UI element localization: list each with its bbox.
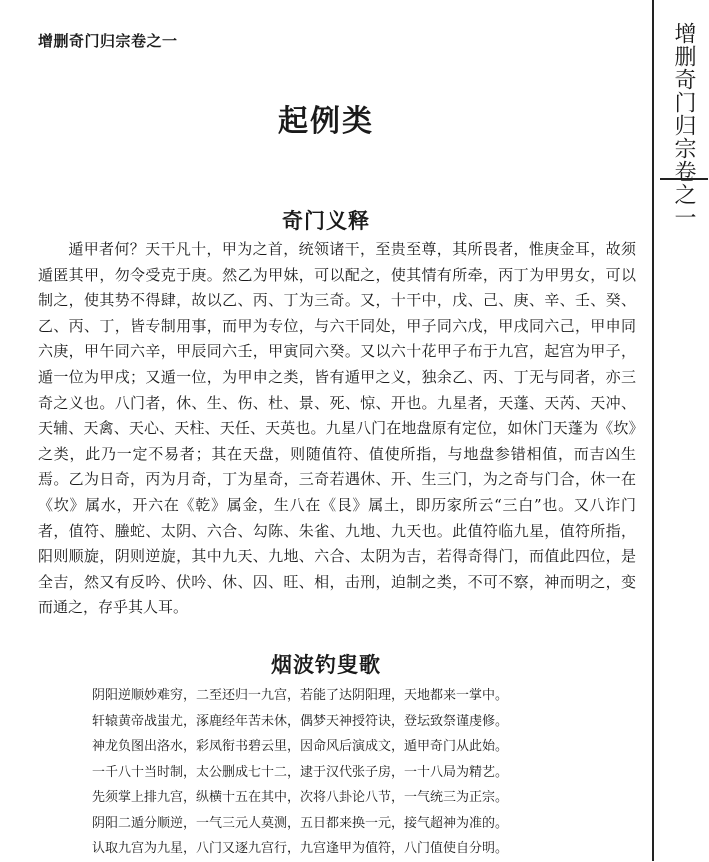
verse-line: 先须掌上排九宫，纵横十五在其中，次将八卦论八节，一气统三为正宗。	[92, 790, 509, 805]
prose-text: 遁甲者何？天干凡十，甲为之首，统领诸干，至贵至尊，其所畏者，惟庚金耳，故须遁匿其甲，勿令受克于庚。然乙为甲妹，可以配之，使其情有所牵，丙丁为甲男女，可以制之，使其势不得肆，故以乙、丙、丁为三奇。又，十干中，戊、己、庚、辛、壬、癸、乙、丙、丁，皆专制用事，而甲为专位，与六干同处，甲子同六戊，甲戌同六己，甲申同六庚，甲午同六辛，甲辰同六壬，甲寅同六癸。又以六十花甲子布于九宫，起宫为甲子，遁一位为甲戌；又遁一位，为甲申之类，皆有遁甲之义，独余乙、丙、丁无与同者，亦三奇之义也。八门者，休、生、伤、杜、景、死、惊、开也。九星者，天蓬、天芮、天冲、天辅、天禽、天心、天柱、天任、天英也。九星八门在地盘原有定位，如休门天蓬为《坎》之类，此乃一定不易者；其在天盘，则随值符、值使所指，与地盘参错相值，而吉凶生焉。乙为日奇，丙为月奇，丁为星奇，三奇若遇休、开、生三门，为之奇与门合，休一在《坎》属水，开六在《乾》属金，生八在《艮》属土，即历家所云“三白”也。又八诈门者，值符、螣蛇、太阴、六合、勾陈、朱雀、九地、九天也。此值符临九星，值符所指，阳则顺旋，阴则逆旋，其中九天、九地、六合、太阴为吉，若得奇得门，而值此四位，是全吉，然又有反吟、伏吟、休、囚、旺、相，击刑，迫制之类，不可不察，神而明之，变而通之，存乎其人耳。	[38, 240, 636, 617]
running-header: 增删奇门归宗卷之一	[38, 32, 178, 50]
side-tab	[652, 0, 709, 861]
verse-list	[92, 683, 642, 862]
verse-line: 神龙负图出洛水，彩凤衔书碧云里，因命风后演成文，遁甲奇门从此始。	[92, 739, 509, 754]
section-title-qimen-yishi: 奇门义释	[282, 209, 370, 233]
section-title-yanbo-diaosou-ge: 烟波钓叟歌	[271, 653, 381, 677]
verse-line: 轩辕黄帝战蚩尤，涿鹿经年苦未休，偶梦天神授符诀，登坛致祭谨虔修。	[92, 713, 509, 729]
prose-paragraph	[38, 237, 636, 621]
verse-line: 一千八十当时制，太公删成七十二，逮于汉代张子房，一十八局为精艺。	[92, 764, 509, 780]
verse-line: 阴阳二遁分顺逆，一气三元人莫测，五日都来换一元，接气超神为准的。	[92, 815, 509, 831]
verse-line: 阴阳逆顺妙难穷，二至还归一九宫，若能了达阴阳理，天地都来一掌中。	[92, 688, 509, 703]
side-tab-rule	[660, 178, 708, 180]
chapter-title: 起例类	[278, 104, 374, 139]
side-tab-label: 增删奇门归宗卷之一	[671, 22, 696, 229]
verse-line: 认取九宫为九星，八门又逐九宫行，九宫逢甲为值符，八门值使自分明。	[92, 841, 509, 856]
